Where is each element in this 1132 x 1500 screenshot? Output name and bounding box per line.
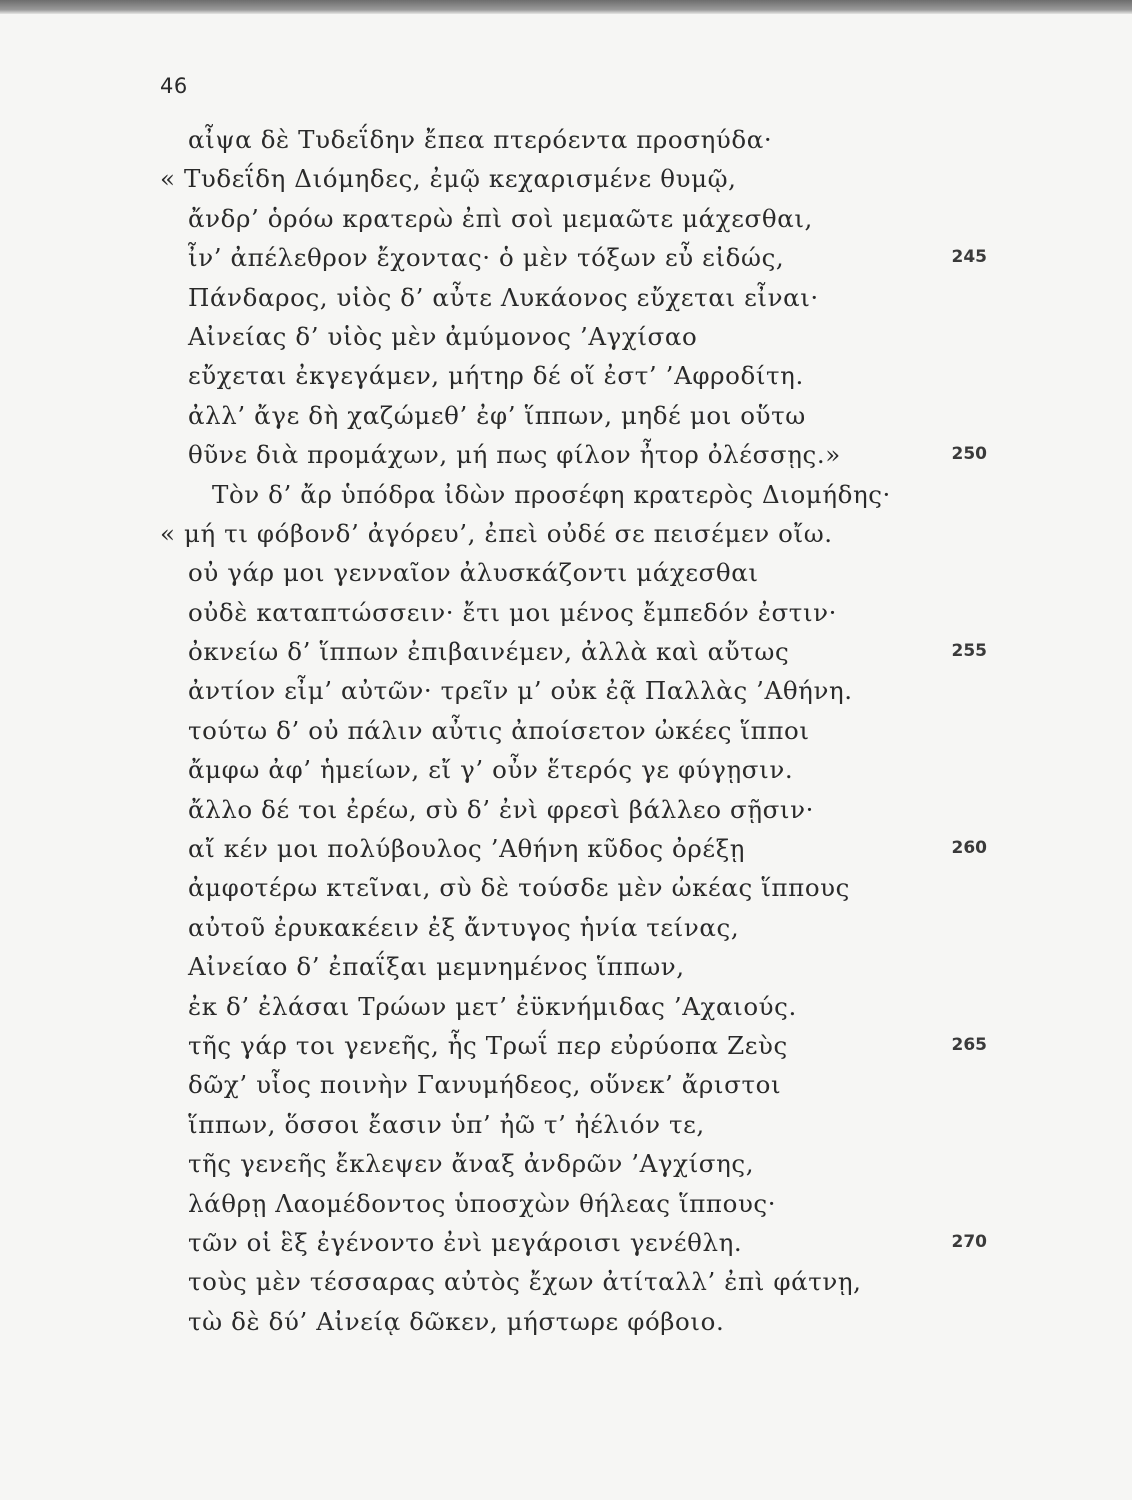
verse-line <box>0 159 1132 198</box>
verse-text: ἀλλ’ ἄγε δὴ χαζώμεθ’ ἐφ’ ἵππων, μηδέ μοι οὕτω <box>188 400 806 430</box>
verse-line <box>0 475 1132 514</box>
line-number: 265 <box>951 1034 987 1055</box>
verse-line <box>0 632 1132 671</box>
verse-text: τοὺς μὲν τέσσαρας αὐτὸς ἔχων ἀτίταλλ’ ἐπὶ φάτνῃ, <box>188 1267 862 1297</box>
verse-line <box>0 829 1132 868</box>
verse-line <box>0 514 1132 553</box>
verse-text: Αἰνείας δ’ υἱὸς μὲν ἀμύμονος ’Αγχίσαο <box>188 321 698 351</box>
verse-text: εὔχεται ἐκγεγάμεν, μήτηρ δέ οἵ ἐστ’ ’Αφροδίτη. <box>188 361 804 391</box>
verse-line <box>0 987 1132 1026</box>
verse-text: ὀκνείω δ’ ἵππων ἐπιβαινέμεν, ἀλλὰ καὶ αὔτως <box>188 637 790 667</box>
verse-line <box>0 1184 1132 1223</box>
verse-line <box>0 711 1132 750</box>
verse-text: θῦνε διὰ προμάχων, μή πως φίλον ἦτορ ὀλέσσῃς.» <box>188 440 841 470</box>
verse-text: οὐδὲ καταπτώσσειν· ἔτι μοι μένος ἔμπεδόν ἐστιν· <box>188 597 838 627</box>
verse-text: ἄνδρ’ ὁρόω κρατερὼ ἐπὶ σοὶ μεμαῶτε μάχεσθαι, <box>188 203 813 233</box>
verse-line <box>0 1223 1132 1262</box>
verse-text: Αἰνείαο δ’ ἐπαΐξαι μεμνημένος ἵππων, <box>188 952 685 982</box>
verse-text: τούτω δ’ οὐ πάλιν αὖτις ἀποίσετον ὠκέες ἵπποι <box>188 715 810 745</box>
verse-text: τῆς γάρ τοι γενεῆς, ἧς Τρωΐ περ εὐρύοπα Ζεὺς <box>188 1030 788 1060</box>
verse-line <box>0 671 1132 710</box>
verse-block <box>0 120 1132 1341</box>
verse-line <box>0 908 1132 947</box>
verse-line <box>0 553 1132 592</box>
line-number: 255 <box>951 641 987 662</box>
verse-line <box>0 947 1132 986</box>
verse-text: ἄμφω ἀφ’ ἡμείων, εἴ γ’ οὖν ἕτερός γε φύγῃσιν. <box>188 755 794 785</box>
verse-text: τὼ δὲ δύ’ Αἰνείᾳ δῶκεν, μήστωρε φόβοιο. <box>188 1306 725 1336</box>
verse-line <box>0 356 1132 395</box>
verse-text: Τὸν δ’ ἄρ ὑπόδρα ἰδὼν προσέφη κρατερὸς Διομήδης· <box>212 479 891 509</box>
verse-text: λάθρῃ Λαομέδοντος ὑποσχὼν θήλεας ἵππους· <box>188 1188 777 1218</box>
verse-line <box>0 1262 1132 1301</box>
verse-text: τῆς γενεῆς ἔκλεψεν ἄναξ ἀνδρῶν ’Αγχίσης, <box>188 1149 755 1179</box>
verse-line <box>0 593 1132 632</box>
page-top-edge <box>0 0 1132 14</box>
page-number: 46 <box>160 74 188 98</box>
verse-text: « μή τι φόβονδ’ ἀγόρευ’, ἐπεὶ οὐδέ σε πεισέμεν οἴω. <box>160 518 833 548</box>
verse-text: ἵππων, ὅσσοι ἔασιν ὑπ’ ἠῶ τ’ ἠέλιόν τε, <box>188 1109 705 1139</box>
verse-line <box>0 278 1132 317</box>
verse-line <box>0 120 1132 159</box>
verse-line <box>0 435 1132 474</box>
verse-text: Πάνδαρος, υἱὸς δ’ αὖτε Λυκάονος εὔχεται εἶναι· <box>188 282 819 312</box>
verse-text: ἀντίον εἶμ’ αὐτῶν· τρεῖν μ’ οὐκ ἐᾷ Παλλὰς ’Αθήνη. <box>188 676 853 706</box>
verse-line <box>0 790 1132 829</box>
line-number: 260 <box>951 838 987 859</box>
verse-text: « Τυδεΐδη Διόμηδες, ἐμῷ κεχαρισμένε θυμῷ, <box>160 164 737 194</box>
line-number: 245 <box>951 247 987 268</box>
verse-line <box>0 1302 1132 1341</box>
verse-line <box>0 238 1132 277</box>
verse-text: αἶψα δὲ Τυδεΐδην ἔπεα πτερόεντα προσηύδα· <box>188 125 773 154</box>
verse-text: τῶν οἱ ἓξ ἐγένοντο ἐνὶ μεγάροισι γενέθλη. <box>188 1227 743 1257</box>
line-number: 250 <box>951 444 987 465</box>
verse-line <box>0 868 1132 907</box>
verse-text: ἐκ δ’ ἐλάσαι Τρώων μετ’ ἐϋκνήμιδας ’Αχαιούς. <box>188 991 797 1021</box>
verse-text: ἶν’ ἀπέλεθρον ἔχοντας· ὁ μὲν τόξων εὖ εἰδώς, <box>188 243 785 273</box>
verse-text: ἄλλο δέ τοι ἐρέω, σὺ δ’ ἐνὶ φρεσὶ βάλλεο σῇσιν· <box>188 794 815 824</box>
verse-line <box>0 1144 1132 1183</box>
verse-text: οὐ γάρ μοι γενναῖον ἀλυσκάζοντι μάχεσθαι <box>188 558 759 588</box>
verse-line <box>0 199 1132 238</box>
verse-line <box>0 396 1132 435</box>
verse-text: αἴ κέν μοι πολύβουλος ’Αθήνη κῦδος ὀρέξῃ <box>188 834 746 864</box>
verse-text: ἀμφοτέρω κτεῖναι, σὺ δὲ τούσδε μὲν ὠκέας ἵππους <box>188 873 850 903</box>
verse-line <box>0 750 1132 789</box>
verse-line <box>0 1105 1132 1144</box>
verse-line <box>0 1065 1132 1104</box>
verse-line <box>0 1026 1132 1065</box>
verse-text: αὐτοῦ ἐρυκακέειν ἐξ ἄντυγος ἡνία τείνας, <box>188 912 740 942</box>
line-number: 270 <box>951 1231 987 1252</box>
verse-line <box>0 317 1132 356</box>
verse-text: δῶχ’ υἷος ποινὴν Γανυμήδεος, οὕνεκ’ ἄριστοι <box>188 1070 782 1100</box>
